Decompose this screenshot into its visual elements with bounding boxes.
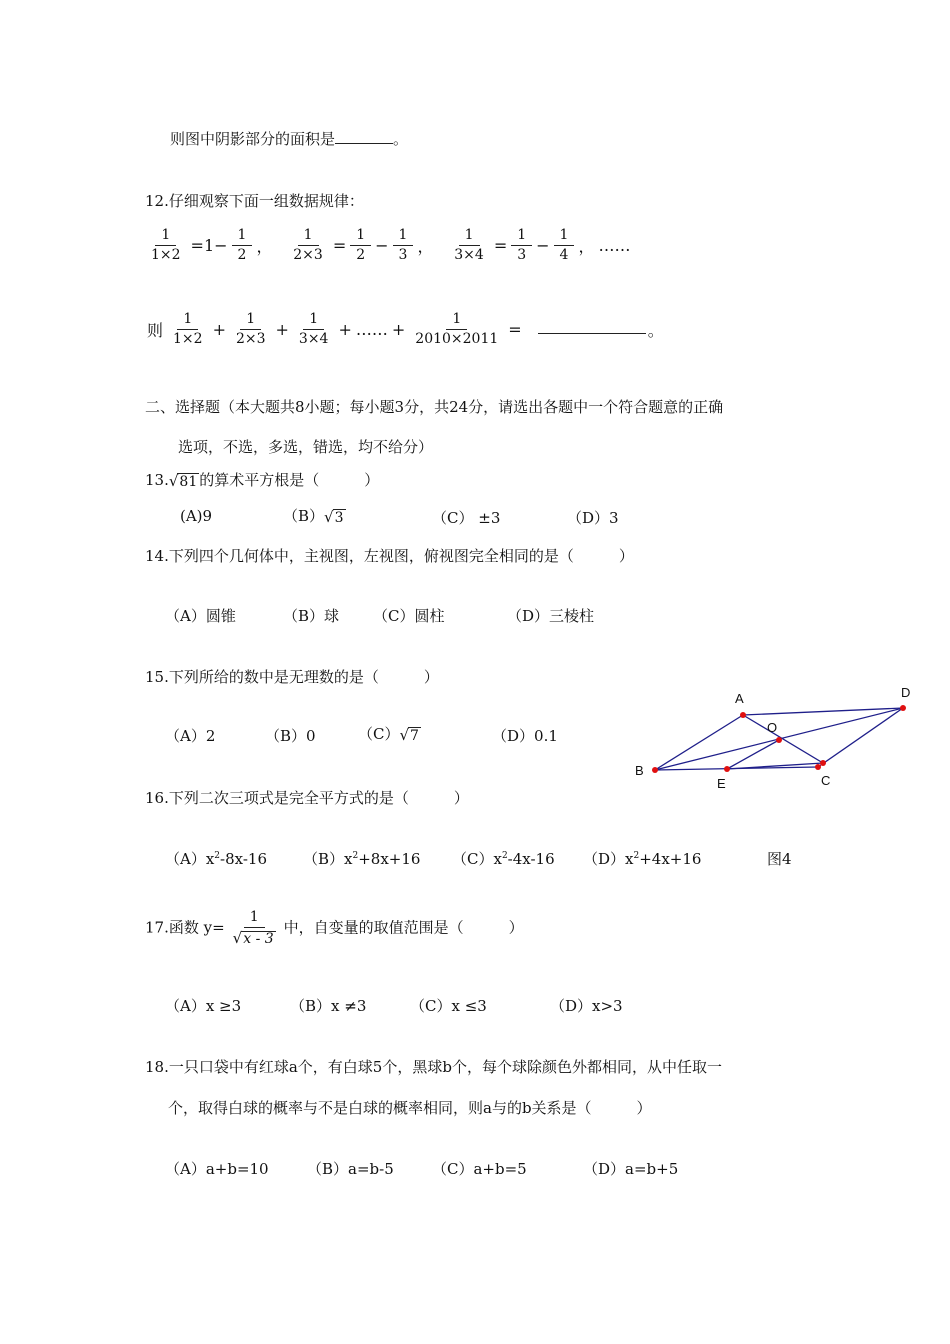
q12-title: 12.仔细观察下面一组数据规律：	[145, 192, 364, 210]
q12-ex3-a: $\frac{1}{3}$	[511, 228, 532, 264]
point-a	[740, 712, 746, 718]
q12-examples: $\frac{1}{1\times 2}$ =1− $\frac{1}{2}$ ， $\frac{1}{2\times 3}$ = $\frac{1}{2}$ − $\frac{1}{3}$ ， $\frac{1}{3\times 4}$ = $\frac{1}{3}$ − $\frac{1}{4}$ ， ……	[143, 228, 632, 264]
q16-option-a[interactable]: $(A)x^2-8x-16$	[165, 850, 267, 868]
q12-ex2-b: $\frac{1}{3}$	[393, 228, 414, 264]
q14-option-c[interactable]: （C）圆柱	[373, 607, 445, 625]
sqrt-3: √ 3	[324, 508, 344, 526]
section2-line1: 二、选择题（本大题共8小题；每小题3分，共24分，请选出各题中一个符合题意的正确	[145, 398, 724, 416]
q15-option-b[interactable]: （B）0	[265, 727, 316, 745]
point-c2	[820, 760, 826, 766]
q12-ellipsis: ……	[598, 236, 631, 256]
point-c1	[815, 764, 821, 770]
q12-sum-last: $\frac{1}{2010\times 2011}$	[415, 311, 499, 348]
q17-stem: 17.函数 y= 1 √ x - 3 中，自变量的取值范围是（ ）	[145, 909, 524, 948]
point-e	[724, 766, 730, 772]
q16-option-b[interactable]: $(B)x^2+8x+16$	[303, 850, 421, 868]
q13-option-d[interactable]: （D）3	[567, 509, 619, 527]
q14-option-b[interactable]: （B）球	[283, 607, 340, 625]
figure-points	[652, 705, 906, 773]
q11-end: 。	[393, 130, 409, 148]
q12-answer-blank[interactable]	[538, 319, 646, 334]
q15-option-d[interactable]: （D）0.1	[492, 727, 558, 745]
q17-fraction: 1 √ x - 3	[232, 909, 274, 948]
q12-sum: 则 $\frac{1}{1\times 2}$ + $\frac{1}{2\times 3}$ + $\frac{1}{3\times 4}$ + …… + $\frac{1}{2010\times 2011}$ = 。	[147, 311, 664, 348]
q17-option-d[interactable]: （D）x>3	[550, 997, 623, 1015]
q11-text: 则图中阴影部分的面积是	[170, 130, 336, 148]
q12-ex2-frac: $\frac{1}{2\times 3}$	[293, 227, 323, 264]
q14-option-a[interactable]: （A）圆锥	[165, 607, 236, 625]
q13-stem: 13. √ 81 的算术平方根是（ ）	[145, 471, 380, 490]
q13-option-b[interactable]: （B） √ 3	[283, 507, 344, 526]
q16-stem: 16.下列二次三项式是完全平方式的是（ ）	[145, 789, 469, 807]
geometry-figure	[625, 680, 925, 795]
sqrt-7: √ 7	[399, 726, 419, 744]
q13-option-a[interactable]: (A)9	[180, 507, 213, 525]
label-b: B	[635, 763, 644, 778]
q14-option-d[interactable]: （D）三棱柱	[507, 607, 595, 625]
q17-option-a[interactable]: （A）x ≥3	[165, 997, 242, 1015]
q18-option-d[interactable]: （D）a=b+5	[583, 1160, 679, 1178]
q15-stem: 15.下列所给的数中是无理数的是（ ）	[145, 668, 439, 686]
q12-ex1-frac: $\frac{1}{1\times 2}$	[151, 227, 181, 264]
point-b	[652, 767, 658, 773]
q15-option-a[interactable]: （A）2	[165, 727, 216, 745]
figure-caption: 图4	[767, 850, 792, 868]
q16-option-c[interactable]: $(C)x^2-4x-16$	[452, 850, 555, 868]
sqrt-81: √ 81	[168, 472, 198, 490]
q18-option-a[interactable]: （A）a+b=10	[165, 1160, 269, 1178]
q11-answer-blank[interactable]	[335, 129, 393, 144]
q11-tail	[170, 128, 408, 149]
label-e: E	[717, 776, 726, 791]
point-o	[776, 737, 782, 743]
q12-ex3-b: $\frac{1}{4}$	[554, 228, 575, 264]
q12-ex1-rhs: $\frac{1}{2}$	[232, 228, 253, 264]
point-d	[900, 705, 906, 711]
q17-option-b[interactable]: （B）x ≠3	[290, 997, 367, 1015]
q18-option-b[interactable]: （B）a=b-5	[307, 1160, 394, 1178]
section2-line2: 选项，不选，多选，错选，均不给分）	[178, 438, 434, 456]
q12-sum-term-3: $\frac{1}{3\times 4}$	[298, 311, 329, 348]
q15-option-c[interactable]: （C） √ 7	[358, 725, 419, 744]
q14-stem: 14.下列四个几何体中，主视图，左视图，俯视图完全相同的是（ ）	[145, 547, 634, 565]
q12-sum-term-1: $\frac{1}{1\times 2}$	[173, 311, 203, 348]
label-a: A	[735, 691, 744, 706]
q12-ex1-eq: =1−	[190, 236, 228, 256]
q12-ex3-frac: $\frac{1}{3\times 4}$	[454, 227, 484, 264]
q18-line1: 18.一只口袋中有红球a个，有白球5个，黑球b个，每个球除颜色外都相同，从中任取一	[145, 1058, 722, 1076]
q12-ex2-a: $\frac{1}{2}$	[350, 228, 371, 264]
q16-option-d[interactable]: $(D)x^2+4x+16$	[583, 850, 702, 868]
label-c: C	[821, 773, 831, 788]
q17-option-c[interactable]: （C）x ≤3	[410, 997, 487, 1015]
q18-line2: 个，取得白球的概率与不是白球的概率相同，则a与的b关系是（ ）	[168, 1099, 652, 1117]
q13-option-c[interactable]: （C） ±3	[432, 509, 501, 527]
q18-option-c[interactable]: （C）a+b=5	[432, 1160, 527, 1178]
label-d: D	[901, 685, 911, 700]
q12-sum-term-2: $\frac{1}{2\times 3}$	[235, 311, 266, 348]
label-o: O	[767, 720, 778, 735]
